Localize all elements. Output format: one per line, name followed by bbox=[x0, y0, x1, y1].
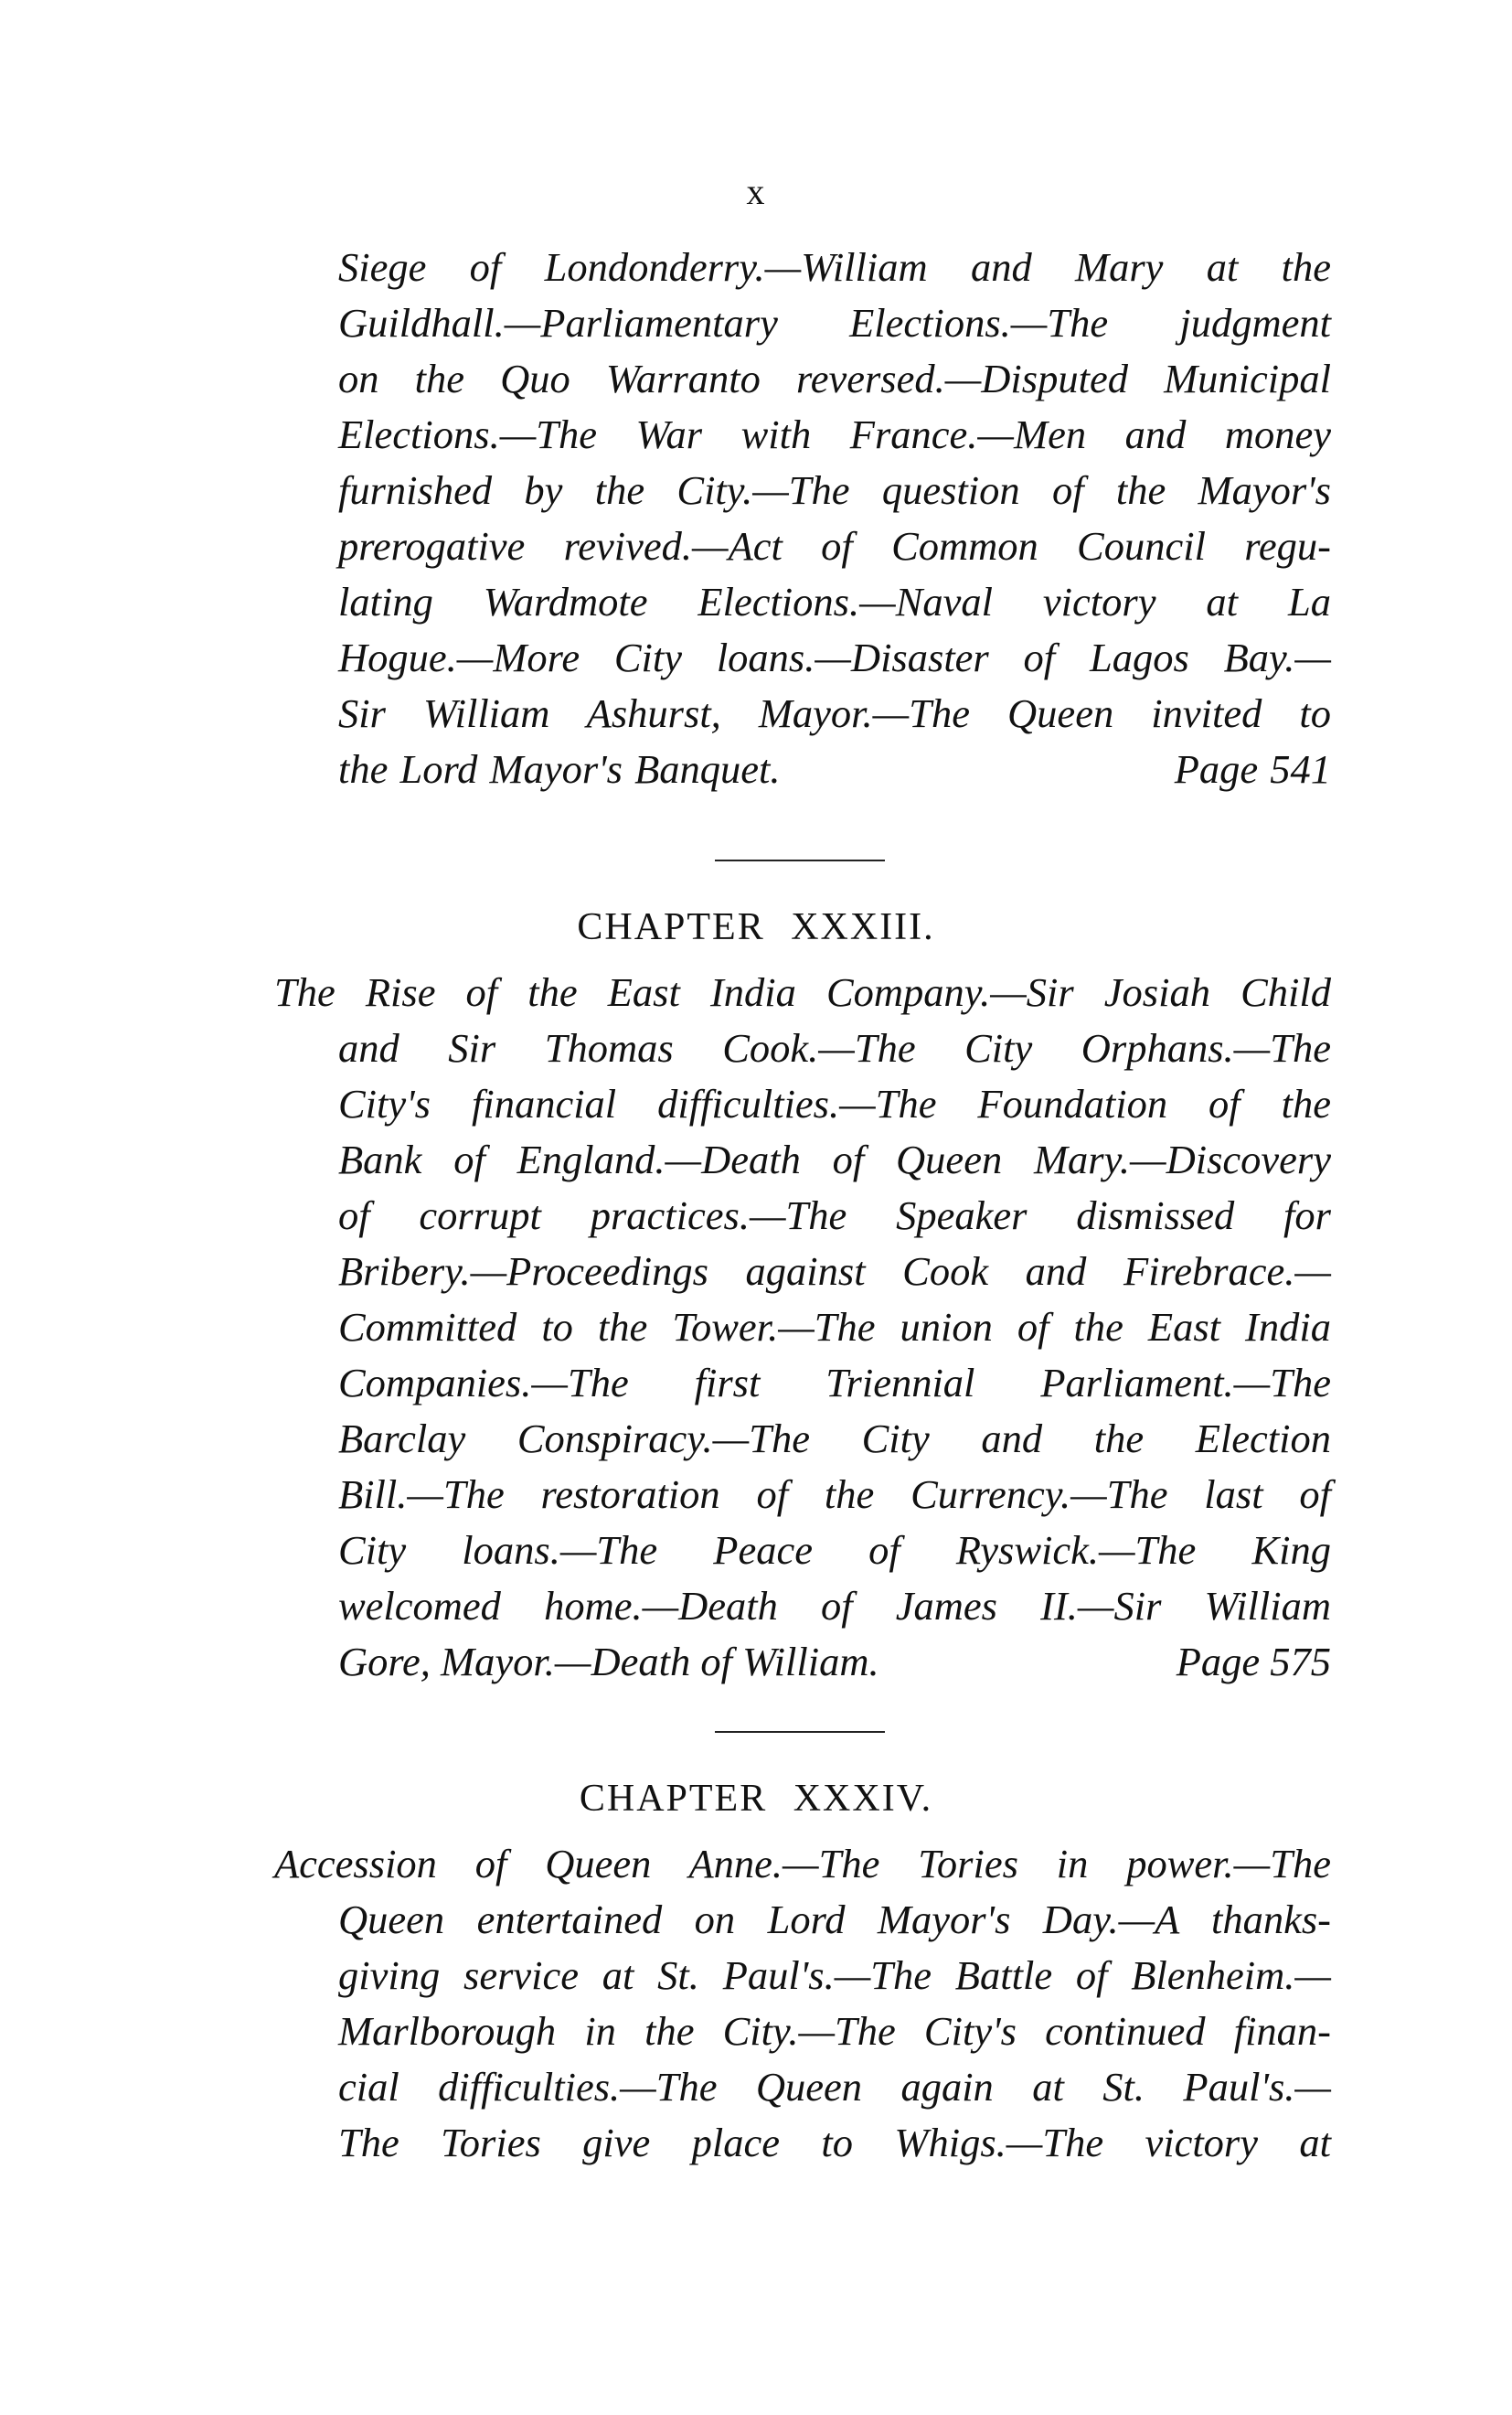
summary-line: Marlborough in the City.—The City's continued finan- bbox=[338, 2008, 1331, 2054]
page-reference: Page 541 bbox=[1174, 746, 1331, 792]
section-divider bbox=[715, 860, 885, 861]
summary-line: the Lord Mayor's Banquet. bbox=[338, 746, 781, 792]
summary-line: welcomed home.—Death of James II.—Sir William bbox=[338, 1583, 1331, 1629]
summary-line: Siege of Londonderry.—William and Mary at the bbox=[338, 244, 1331, 290]
summary-line: Bill.—The restoration of the Currency.—The last of bbox=[338, 1471, 1331, 1517]
summary-last-line bbox=[338, 742, 1331, 797]
summary-line: Bribery.—Proceedings against Cook and Firebrace.— bbox=[338, 1248, 1331, 1294]
summary-line: City loans.—The Peace of Ryswick.—The King bbox=[338, 1527, 1331, 1573]
summary-line: The Tories give place to Whigs.—The victory at bbox=[338, 2120, 1331, 2165]
chapter-number: XXXIV. bbox=[793, 1778, 933, 1820]
page-number: x bbox=[746, 171, 766, 212]
summary-line: of corrupt practices.—The Speaker dismissed for bbox=[338, 1192, 1331, 1238]
summary-continuation bbox=[274, 1892, 1331, 2171]
chapter-summary bbox=[274, 965, 1331, 1690]
summary-line: Committed to the Tower.—The union of the East India bbox=[338, 1304, 1331, 1350]
chapter-word: CHAPTER bbox=[579, 1778, 768, 1820]
chapter-word: CHAPTER bbox=[577, 906, 765, 948]
chapter-heading bbox=[0, 1777, 1512, 1821]
chapter-number: XXXIII. bbox=[791, 906, 935, 948]
summary-line: lating Wardmote Elections.—Naval victory at La bbox=[338, 579, 1331, 625]
summary-line: cial difficulties.—The Queen again at St. Paul's.— bbox=[338, 2064, 1331, 2110]
prev-chapter-summary bbox=[338, 240, 1331, 797]
summary-line: Gore, Mayor.—Death of William. bbox=[338, 1639, 879, 1684]
page-reference: Page 575 bbox=[1176, 1639, 1331, 1684]
summary-line: Companies.—The first Triennial Parliament.—The bbox=[338, 1360, 1331, 1405]
chapter-heading bbox=[0, 905, 1512, 949]
summary-line: Bank of England.—Death of Queen Mary.—Discovery bbox=[338, 1137, 1331, 1182]
summary-line: Sir William Ashurst, Mayor.—The Queen invited to bbox=[338, 690, 1331, 736]
summary-continuation bbox=[274, 1020, 1331, 1690]
summary-last-line bbox=[338, 1634, 1331, 1690]
summary-line: and Sir Thomas Cook.—The City Orphans.—The bbox=[338, 1025, 1331, 1071]
chapter-summary bbox=[274, 1836, 1331, 2171]
summary-line: prerogative revived.—Act of Common Council regu- bbox=[338, 523, 1331, 569]
summary-line: furnished by the City.—The question of the Mayor's bbox=[338, 467, 1331, 513]
summary-line: Queen entertained on Lord Mayor's Day.—A thanks- bbox=[338, 1897, 1331, 1942]
summary-line: Elections.—The War with France.—Men and money bbox=[338, 411, 1331, 457]
summary-line: City's financial difficulties.—The Foundation of the bbox=[338, 1081, 1331, 1127]
summary-line: Accession of Queen Anne.—The Tories in power.—The bbox=[274, 1841, 1331, 1886]
summary-line: giving service at St. Paul's.—The Battle of Blenheim.— bbox=[338, 1952, 1331, 1998]
summary-line: Guildhall.—Parliamentary Elections.—The judgment bbox=[338, 300, 1331, 346]
summary-line: Barclay Conspiracy.—The City and the Election bbox=[338, 1416, 1331, 1461]
prev-chapter-text bbox=[338, 240, 1331, 797]
summary-line: Hogue.—More City loans.—Disaster of Lagos Bay.— bbox=[338, 635, 1331, 680]
summary-line: on the Quo Warranto reversed.—Disputed Municipal bbox=[338, 356, 1331, 401]
section-divider bbox=[715, 1731, 885, 1733]
summary-line: The Rise of the East India Company.—Sir Josiah Child bbox=[274, 969, 1331, 1015]
